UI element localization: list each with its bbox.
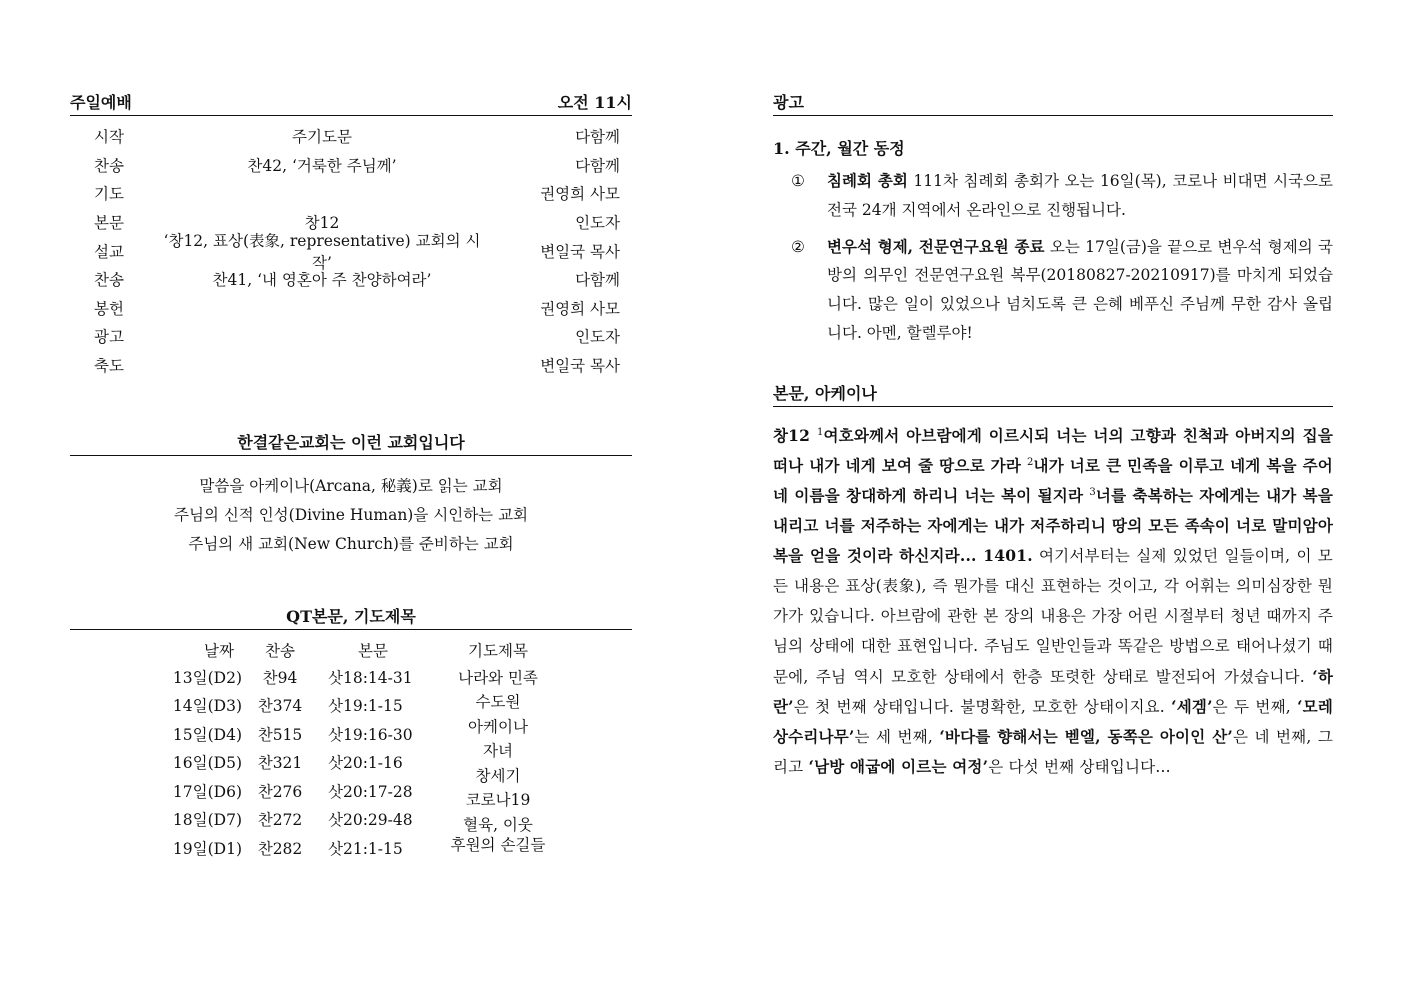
scripture-reference: 창12 [773,425,817,445]
verse-number-1: 1 [816,426,824,438]
service-row [70,179,632,208]
service-leader: 다함께 [575,156,620,175]
announcement-heading: 변우석 형제, 전문연구요원 종료 [827,236,1045,256]
service-leader: 다함께 [575,271,620,290]
qt-prayer-last: 후원의 손길들 [450,836,546,855]
service-row [70,231,632,272]
qt-hymn: 찬276 [257,782,303,801]
service-content: 주기도문 [292,128,352,147]
qt-header-hymn: 찬송 [265,642,295,661]
qt-text: 삿19:1-15 [328,697,403,716]
service-leader: 인도자 [575,214,620,233]
identity-header [70,433,632,456]
commentary-text-6: 은 다섯 번째 상태입니다... [988,757,1171,776]
qt-prayer: 혈육, 이웃 [463,815,533,834]
qt-header [70,607,632,630]
service-item: 기도 [94,185,124,204]
verse-number-2: 2 [1026,456,1034,468]
qt-hymn: 찬272 [257,811,303,830]
service-item: 시작 [94,128,124,147]
qt-prayer: 창세기 [475,766,521,785]
arcana-title: 본문, 아케이나 [773,383,877,403]
announcement-list [773,167,1333,348]
announcement-item [773,233,1333,348]
term-haran: ‘하란’ [773,666,1333,716]
announcements-section-title: 1. 주간, 월간 동정 [773,139,905,158]
term-journey: ‘남방 애굽에 이르는 여정’ [808,756,989,776]
qt-prayer: 자녀 [483,742,513,761]
qt-prayer: 코로나19 [465,791,531,810]
verse-number-3: 3 [1089,486,1096,498]
right-column [773,93,1333,782]
service-item: 찬송 [94,156,124,175]
service-row [70,151,632,180]
service-order [70,122,632,379]
service-row [70,351,632,380]
arcana-header [773,384,1333,407]
qt-date: 16일(D5) [172,754,242,773]
qt-prayer: 수도원 [475,693,521,712]
service-time: 오전 11시 [557,93,632,112]
qt-table [70,638,632,862]
term-bethel: ‘바다를 향해서는 벧엘, 동쪽은 아이인 산’ [939,726,1233,746]
qt-date: 14일(D3) [172,697,242,716]
service-item: 광고 [94,328,124,347]
service-content: ‘창12, 표상(表象, representative) 교회의 시작’ [163,231,481,272]
service-title: 주일예배 [70,93,132,112]
qt-date: 15일(D4) [172,725,242,744]
commentary-text-2: 은 첫 번째 상태입니다. 불명확한, 모호한 상태이지요. [793,697,1172,716]
qt-header-text: 본문 [358,642,388,661]
qt-title: QT본문, 기도제목 [286,607,416,627]
announcement-body [827,167,1333,225]
announcements-header [773,93,1333,116]
service-row [70,294,632,323]
announcement-heading: 침례회 총회 [827,171,908,190]
term-shechem: ‘세겜’ [1171,696,1213,716]
service-item: 본문 [94,214,124,233]
announcement-item [773,167,1333,225]
service-leader: 변일국 목사 [540,357,620,376]
left-column [70,93,632,862]
service-item: 축도 [94,357,124,376]
verse-text-1: 여호와께서 아브람에게 이르시되 너는 너의 고향과 친척과 아버지의 집을 떠나 내가 네게 보여 줄 땅으로 가라 [773,425,1333,475]
service-item: 봉헌 [94,299,124,318]
qt-text: 삿21:1-15 [328,839,403,858]
verse-text-3: 너를 축복하는 자에게는 내가 복을 내리고 너를 저주하는 자에게는 내가 저주하리니 땅의 모든 족속이 너로 말미암아 복을 얻을 것이라 하신지라... 1401. [773,485,1333,566]
service-leader: 인도자 [575,328,620,347]
identity-lines [70,472,632,559]
service-leader: 권영희 사모 [540,185,620,204]
announcement-text: 오는 17일(금)을 끝으로 변우석 형제의 국방의 의무인 전문연구요원 복무(20180827-20210917)를 마치게 되었습니다. 많은 일이 있었으나 넘치도록 큰 은혜 베푸신 주님께 무한 감사 올립니다. 아멘, 할렐루야! [827,237,1333,342]
qt-hymn: 찬282 [257,839,303,858]
service-row [70,322,632,351]
qt-date: 13일(D2) [172,668,242,687]
qt-header-prayer: 기도제목 [468,642,528,661]
announcement-text: 111차 침례회 총회가 오는 16일(목), 코로나 비대면 시국으로 전국 24개 지역에서 온라인으로 진행됩니다. [827,172,1334,219]
service-content: 찬42, ‘거룩한 주님께’ [247,156,397,175]
identity-line: 주님의 신적 인성(Divine Human)을 시인하는 교회 [173,506,529,525]
term-moreh: ‘모레 상수리나무’ [773,696,1334,746]
verse-text-2: 내가 너로 큰 민족을 이루고 네게 복을 주어 네 이름을 창대하게 하리니 너는 복이 될지라 [773,455,1333,505]
qt-date: 17일(D6) [172,782,242,801]
arcana-paragraph [773,421,1333,782]
identity-line: 주님의 새 교회(New Church)를 준비하는 교회 [188,535,514,554]
identity-line: 말씀을 아케이나(Arcana, 秘義)로 읽는 교회 [199,477,503,496]
announcement-number: ① [791,172,805,190]
announcement-number: ② [791,237,805,256]
qt-hymn: 찬321 [257,754,303,773]
commentary-text-1: 여기서부터는 실제 있었던 일들이며, 이 모든 내용은 표상(表象), 즉 뭔가를 대신 표현하는 것이고, 각 어휘는 의미심장한 뭔가가 있습니다. 아브람에 관한 본 장의 내용은 가장 어린 시절부터 청년 때까지 주님의 상태에 대한 표현입니다. 주님도 일반인들과 똑같은 방법으로 태어나셨기 때문에, 주님 역시 모호한 상태에서 한층 또렷한 상태로 발전되어 가셨습니다. [773,547,1333,686]
service-item: 찬송 [94,271,124,290]
qt-table-header [70,638,632,662]
service-item: 설교 [94,242,124,261]
qt-header-date: 날짜 [204,642,234,661]
announcements-title: 광고 [773,93,804,112]
qt-hymn: 찬374 [257,697,303,716]
qt-hymn: 찬515 [257,725,303,744]
commentary-text-5: 은 네 번째, 그리고 [773,727,1333,776]
announcement-body [827,233,1333,348]
service-content: 창12 [304,214,340,233]
qt-text: 삿18:14-31 [328,668,413,687]
service-row [70,122,632,151]
qt-text: 삿20:29-48 [328,811,413,830]
commentary-text-4: 는 세 번째, [854,727,940,746]
service-leader: 변일국 목사 [540,242,620,261]
qt-text: 삿20:1-16 [328,754,403,773]
service-row [70,265,632,294]
identity-title: 한결같은교회는 이런 교회입니다 [237,433,465,453]
qt-text: 삿20:17-28 [328,782,413,801]
qt-prayer: 아케이나 [468,717,528,736]
qt-row [70,662,632,691]
service-header [70,93,632,116]
qt-hymn: 찬94 [262,668,298,687]
service-leader: 다함께 [575,128,620,147]
qt-date: 18일(D7) [172,811,242,830]
qt-prayer: 나라와 민족 [458,668,538,687]
service-content: 찬41, ‘내 영혼아 주 찬양하여라’ [212,271,432,290]
qt-date: 19일(D1) [172,839,242,858]
commentary-text-3: 은 두 번째, [1212,697,1298,716]
qt-text: 삿19:16-30 [328,725,413,744]
service-leader: 권영희 사모 [540,299,620,318]
